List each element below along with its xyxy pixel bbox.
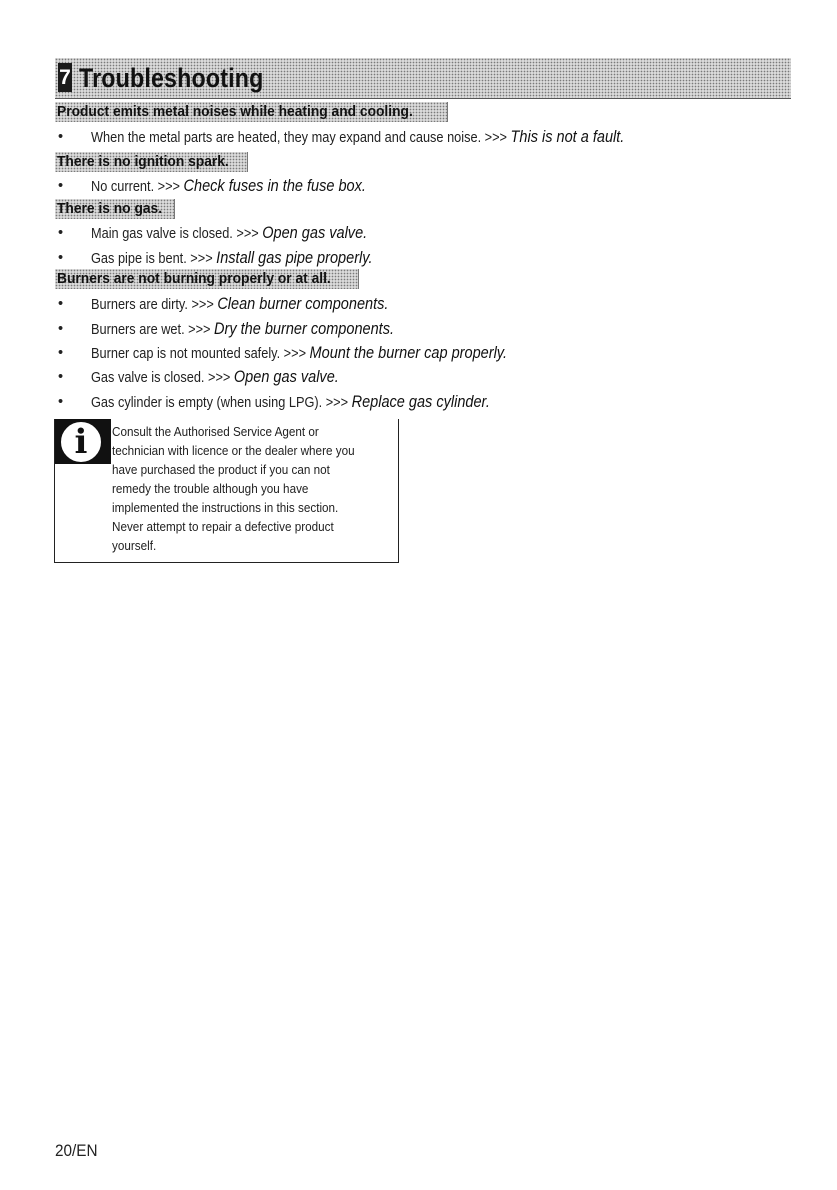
- bullet-icon: •: [58, 369, 64, 385]
- page-number: 20/EN: [55, 1141, 98, 1160]
- info-note-line: have purchased the product if you can not: [112, 462, 330, 477]
- chapter-title: Troubleshooting: [79, 63, 264, 93]
- section-heading: Burners are not burning properly or at all.: [55, 269, 359, 289]
- bullet-icon: •: [58, 250, 64, 266]
- info-note-line: Never attempt to repair a defective product: [112, 519, 334, 534]
- info-note-line: yourself.: [112, 538, 157, 553]
- info-note-text: [112, 422, 397, 555]
- info-glyph: i: [74, 422, 88, 462]
- bullet-icon: •: [58, 178, 64, 194]
- section-heading: Product emits metal noises while heating and cooling.: [55, 102, 448, 122]
- bullet-icon: •: [58, 321, 64, 337]
- info-note-line: implemented the instructions in this section.: [112, 500, 339, 515]
- bullet-icon: •: [58, 345, 64, 361]
- section-heading: There is no gas.: [55, 199, 175, 219]
- chapter-title-bar: [55, 58, 791, 99]
- info-note-line: remedy the trouble although you have: [112, 481, 309, 496]
- info-note-line: technician with licence or the dealer where you: [112, 443, 355, 458]
- section-heading: There is no ignition spark.: [55, 152, 248, 172]
- info-icon: [55, 419, 111, 464]
- bullet-icon: •: [58, 129, 64, 145]
- bullet-icon: •: [58, 225, 64, 241]
- bullet-icon: •: [58, 296, 64, 312]
- bullet-icon: •: [58, 394, 64, 410]
- info-note-box: [54, 419, 399, 563]
- chapter-number-badge: 7: [58, 63, 72, 92]
- info-note-line: Consult the Authorised Service Agent or: [112, 424, 319, 439]
